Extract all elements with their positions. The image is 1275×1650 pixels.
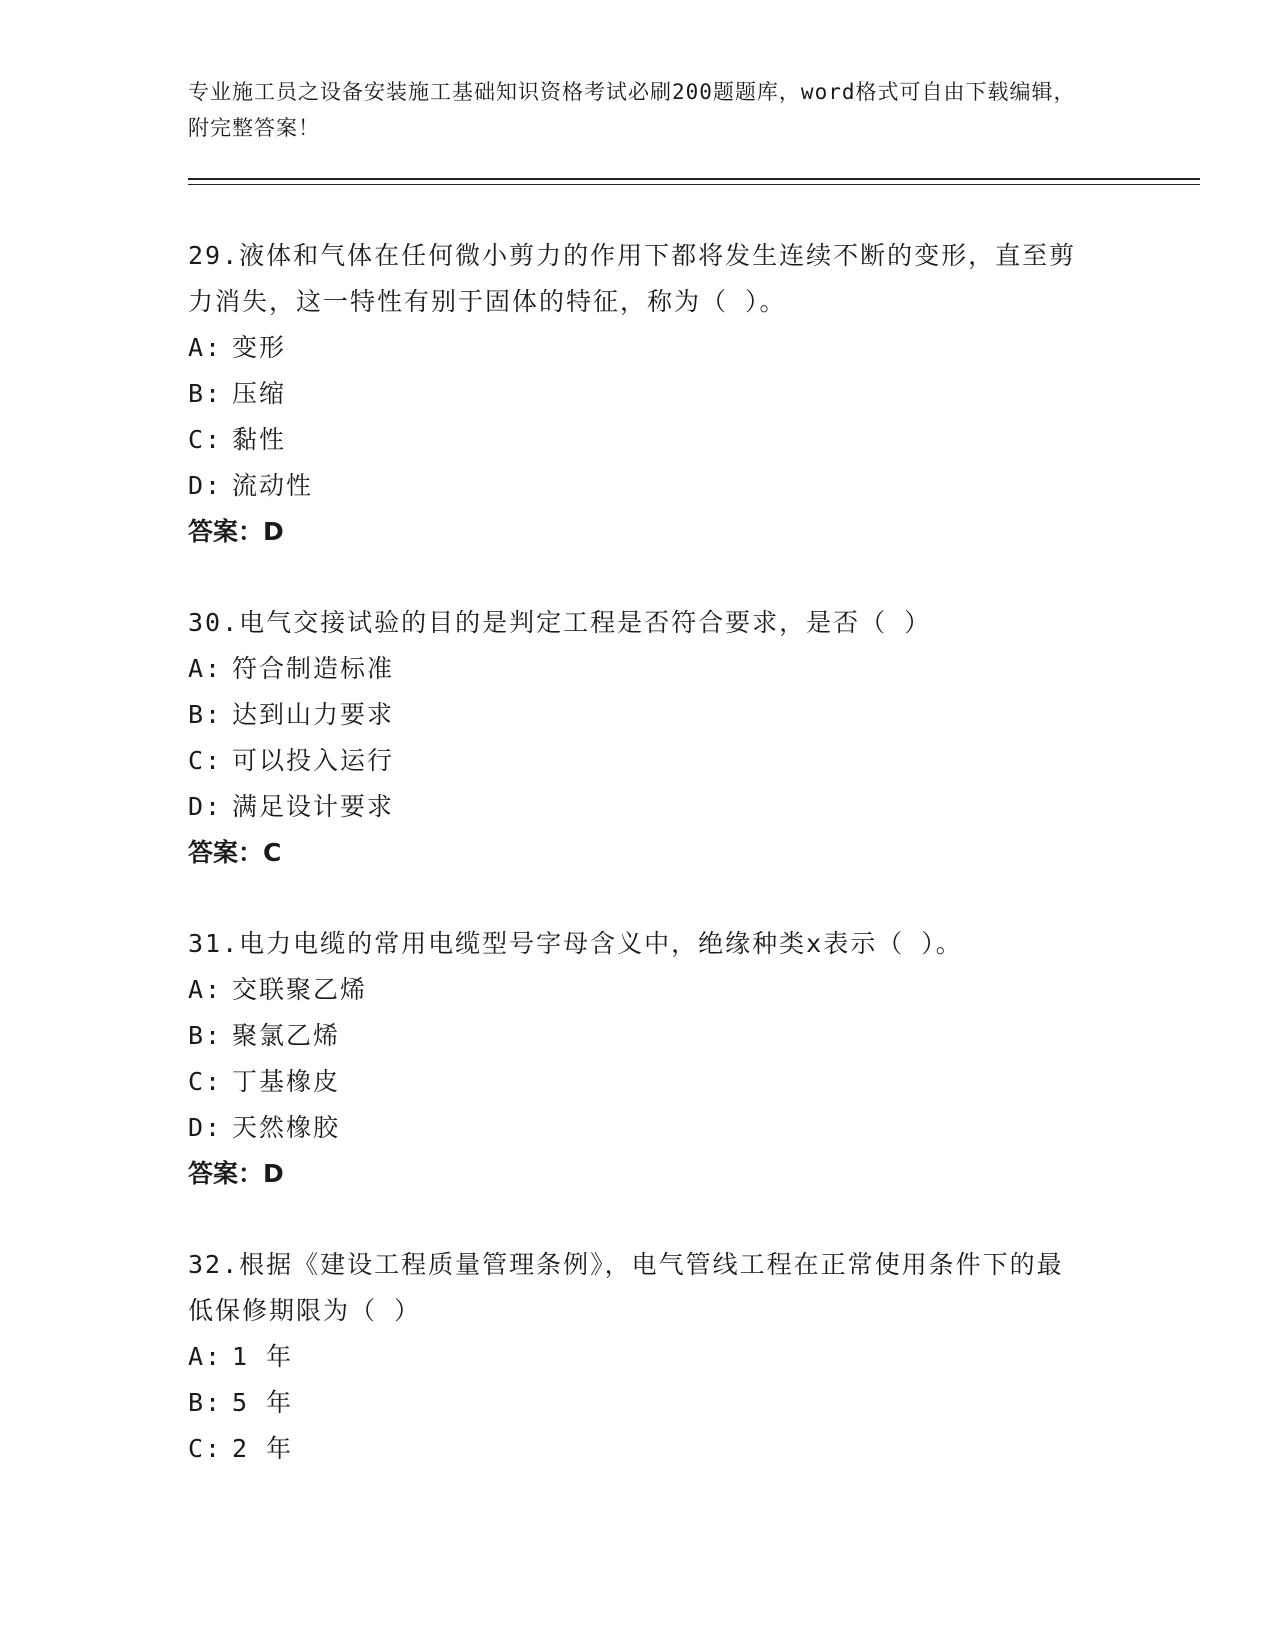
- option-key: C:: [188, 1067, 223, 1096]
- option-a: [188, 1334, 1088, 1380]
- question-text: 30.电气交接试验的目的是判定工程是否符合要求，是否（ ）: [188, 608, 932, 637]
- option-c: [188, 1426, 1088, 1472]
- option-text: 5 年: [232, 1388, 294, 1417]
- question-text: 32.根据《建设工程质量管理条例》，电气管线工程在正常使用条件下的最低保修期限为（ ）: [188, 1250, 1064, 1325]
- option-b: [188, 1013, 1088, 1059]
- question-32: [188, 1242, 1088, 1472]
- option-key: A:: [188, 333, 223, 362]
- option-key: A:: [188, 975, 223, 1004]
- option-key: C:: [188, 425, 223, 454]
- question-text: 31.电力电缆的常用电缆型号字母含义中，绝缘种类x表示（ ）。: [188, 929, 963, 958]
- option-text: 黏性: [232, 425, 287, 454]
- option-text: 交联聚乙烯: [232, 975, 368, 1004]
- option-a: [188, 325, 1088, 371]
- option-text: 符合制造标准: [232, 654, 395, 683]
- option-b: [188, 371, 1088, 417]
- option-a: [188, 967, 1088, 1013]
- option-d: [188, 463, 1088, 509]
- header-divider-thick: [188, 178, 1200, 180]
- option-c: [188, 738, 1088, 784]
- document-header: 专业施工员之设备安装施工基础知识资格考试必刷200题题库，word格式可自由下载编辑，附完整答案！: [188, 80, 1076, 140]
- option-key: B:: [188, 700, 223, 729]
- option-a: [188, 646, 1088, 692]
- question-text: 29.液体和气体在任何微小剪力的作用下都将发生连续不断的变形，直至剪力消失，这一特性有别于固体的特征，称为（ ）。: [188, 241, 1077, 316]
- option-text: 变形: [232, 333, 287, 362]
- option-c: [188, 1059, 1088, 1105]
- option-text: 聚氯乙烯: [232, 1021, 341, 1050]
- option-key: B:: [188, 1388, 223, 1417]
- option-b: [188, 692, 1088, 738]
- option-text: 可以投入运行: [232, 746, 395, 775]
- question-31: [188, 921, 1088, 1197]
- option-text: 2 年: [232, 1434, 294, 1463]
- option-key: C:: [188, 1434, 223, 1463]
- option-text: 1 年: [232, 1342, 294, 1371]
- option-text: 压缩: [232, 379, 287, 408]
- answer-line: 答案：C: [188, 838, 282, 867]
- option-text: 满足设计要求: [232, 792, 395, 821]
- option-key: B:: [188, 1021, 223, 1050]
- option-c: [188, 417, 1088, 463]
- option-text: 丁基橡皮: [232, 1067, 341, 1096]
- option-d: [188, 1105, 1088, 1151]
- question-list: [188, 233, 1088, 1517]
- option-key: A:: [188, 654, 223, 683]
- option-key: B:: [188, 379, 223, 408]
- option-text: 流动性: [232, 471, 314, 500]
- question-29: [188, 233, 1088, 555]
- answer-line: 答案：D: [188, 1159, 284, 1188]
- option-b: [188, 1380, 1088, 1426]
- option-d: [188, 784, 1088, 830]
- option-key: D:: [188, 471, 223, 500]
- option-text: 天然橡胶: [232, 1113, 341, 1142]
- option-key: A:: [188, 1342, 223, 1371]
- option-key: D:: [188, 1113, 223, 1142]
- header-divider-thin: [188, 184, 1200, 185]
- option-key: C:: [188, 746, 223, 775]
- question-30: [188, 600, 1088, 876]
- answer-line: 答案：D: [188, 517, 284, 546]
- option-key: D:: [188, 792, 223, 821]
- option-text: 达到山力要求: [232, 700, 395, 729]
